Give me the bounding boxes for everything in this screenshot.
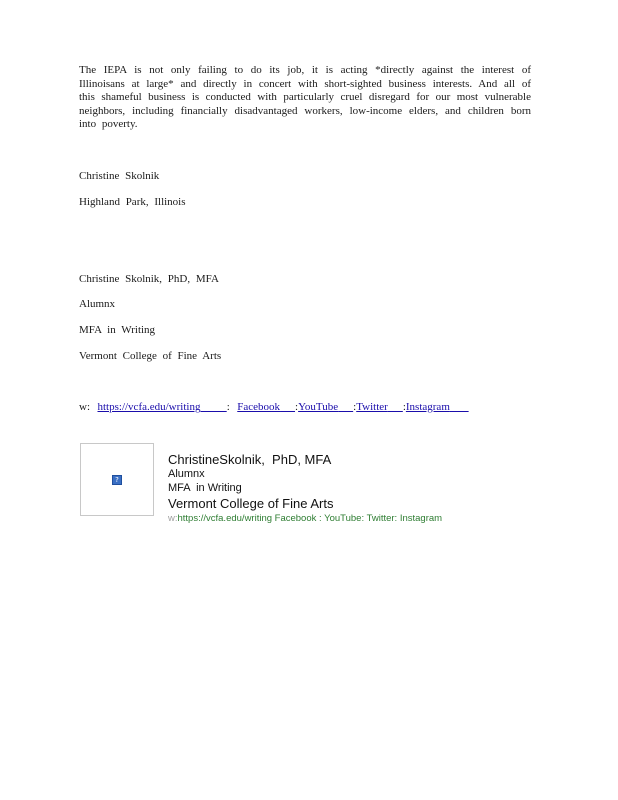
paragraph-line: The IEPA is not only failing to do its job, it is acting *directly against the interest of <box>79 64 531 76</box>
broken-image-icon: ? <box>112 475 122 485</box>
signature-college: Vermont College of Fine Arts <box>79 350 222 362</box>
signature-name-line: Christine Skolnik, PhD, MFA <box>79 273 219 285</box>
card-name-rest: Skolnik, PhD, MFA <box>219 452 332 467</box>
separator: : <box>295 401 299 413</box>
signature-image-frame <box>80 443 154 516</box>
card-web-prefix: w: <box>168 513 178 524</box>
card-college: Vermont College of Fine Arts <box>168 496 334 511</box>
paragraph-line: into poverty. <box>79 118 138 131</box>
paragraph-line: Illinoisans at large* and directly in concert with short-sighted business interests. And all of <box>79 77 531 90</box>
youtube-link[interactable]: YouTube <box>298 401 339 413</box>
facebook-link[interactable]: Facebook <box>237 401 281 413</box>
card-program: MFA in Writing <box>168 482 242 494</box>
signer-location: Highland Park, Illinois <box>79 196 186 208</box>
signature-program: MFA in Writing <box>79 324 156 336</box>
web-prefix: w: <box>79 401 90 413</box>
card-name <box>168 452 331 467</box>
signature-role: Alumnx <box>79 298 116 310</box>
signature-web-links <box>79 401 469 413</box>
paragraph-line: neighbors, including financially disadvantaged workers, low-income elders, and children born <box>79 104 531 117</box>
body-paragraph <box>79 64 531 132</box>
card-web-line[interactable]: https://vcfa.edu/writing Facebook : YouTube: Twitter: Instagram <box>177 513 443 524</box>
website-link[interactable]: https://vcfa.edu/writing <box>97 401 201 413</box>
separator: : <box>353 401 357 413</box>
signer-name: Christine Skolnik <box>79 170 160 182</box>
twitter-link[interactable]: Twitter <box>356 401 388 413</box>
paragraph-line: this shameful business is conducted with particularly cruel disregard for our most vulnerable <box>79 91 531 104</box>
separator: : <box>402 401 406 413</box>
card-role: Alumnx <box>168 468 205 480</box>
card-web-links[interactable] <box>168 513 442 524</box>
card-name-first: Christine <box>168 452 220 467</box>
separator: : <box>226 401 230 413</box>
instagram-link[interactable]: Instagram <box>405 401 450 413</box>
